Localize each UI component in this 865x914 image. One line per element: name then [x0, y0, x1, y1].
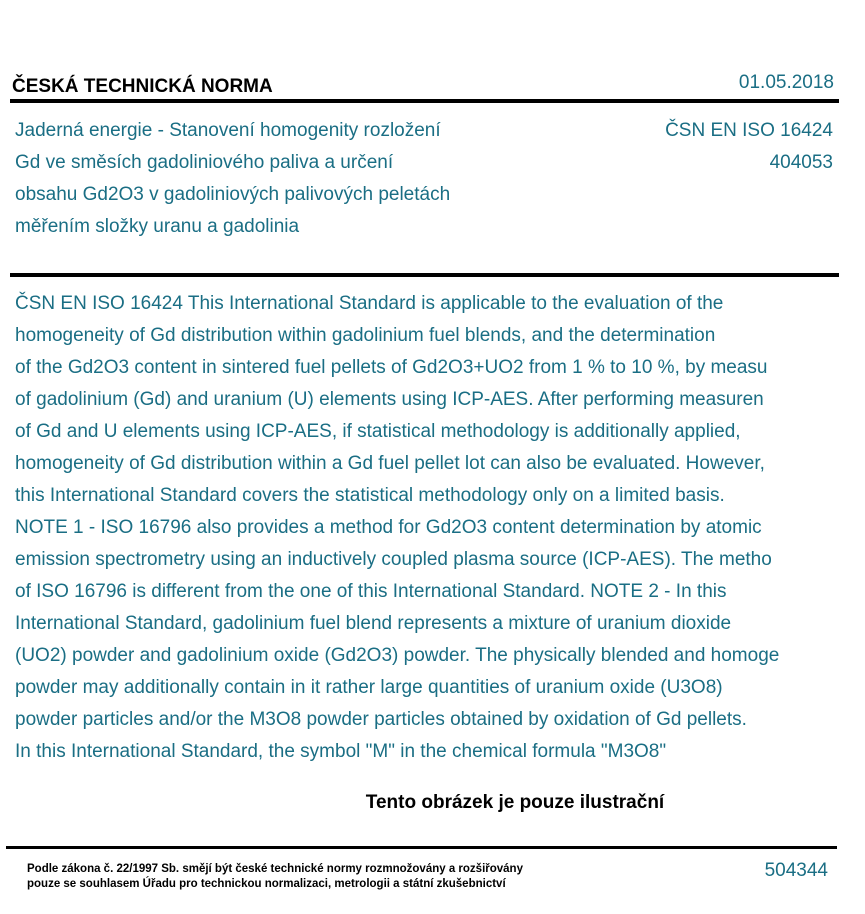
header-divider: [10, 99, 839, 103]
abstract-line: powder particles and/or the M3O8 powder particles obtained by oxidation of Gd pellets.: [15, 709, 747, 730]
standard-code: ČSN EN ISO 16424: [665, 120, 833, 141]
standard-identifiers: [665, 115, 833, 179]
standard-title-line: Gd ve směsích gadoliniového paliva a určení: [15, 152, 394, 173]
publication-date: 01.05.2018: [738, 72, 834, 93]
legal-notice-line: Podle zákona č. 22/1997 Sb. smějí být české technické normy rozmnožovány a rozšiřovány: [27, 863, 523, 875]
illustration-notice: Tento obrázek je pouze ilustrační: [365, 792, 665, 813]
abstract-line: International Standard, gadolinium fuel blend represents a mixture of uranium dioxide: [15, 613, 732, 634]
document-id: 504344: [764, 860, 828, 881]
abstract-line: In this International Standard, the symbol "M" in the chemical formula "M3O8": [15, 741, 667, 762]
standard-title: [15, 115, 535, 243]
abstract-line: this International Standard covers the statistical methodology only on a limited basis.: [15, 485, 725, 506]
abstract-line: of the Gd2O3 content in sintered fuel pellets of Gd2O3+UO2 from 1 % to 10 %, by measu: [15, 357, 768, 378]
abstract-line: of gadolinium (Gd) and uranium (U) elements using ICP-AES. After performing measuren: [15, 389, 764, 410]
abstract-line: powder may additionally contain in it rather large quantities of uranium oxide (U3O8): [15, 677, 723, 698]
classification-number: 404053: [769, 152, 833, 173]
standard-title-line: Jaderná energie - Stanovení homogenity rozložení: [15, 120, 441, 141]
abstract-line: emission spectrometry using an inductively coupled plasma source (ICP-AES). The metho: [15, 549, 772, 570]
abstract-line: of Gd and U elements using ICP-AES, if statistical methodology is additionally applied,: [15, 421, 741, 442]
legal-notice-line: pouze se souhlasem Úřadu pro technickou normalizaci, metrologii a státní zkušebnictví: [27, 878, 506, 890]
abstract-line: NOTE 1 - ISO 16796 also provides a method for Gd2O3 content determination by atomic: [15, 517, 762, 538]
abstract-text: [15, 288, 865, 768]
document-type-heading: ČESKÁ TECHNICKÁ NORMA: [12, 76, 273, 97]
abstract-line: homogeneity of Gd distribution within gadolinium fuel blends, and the determination: [15, 325, 716, 346]
abstract-line: homogeneity of Gd distribution within a Gd fuel pellet lot can also be evaluated. However,: [15, 453, 765, 474]
abstract-line: of ISO 16796 is different from the one of this International Standard. NOTE 2 - In this: [15, 581, 727, 602]
footer-divider: [6, 846, 837, 849]
standard-title-line: měřením složky uranu a gadolinia: [15, 216, 300, 237]
standard-title-line: obsahu Gd2O3 v gadoliniových palivových peletách: [15, 184, 451, 205]
title-divider: [10, 273, 839, 277]
legal-notice: [27, 862, 523, 892]
abstract-line: (UO2) powder and gadolinium oxide (Gd2O3) powder. The physically blended and homoge: [15, 645, 780, 666]
abstract-line: ČSN EN ISO 16424 This International Standard is applicable to the evaluation of the: [15, 293, 724, 314]
